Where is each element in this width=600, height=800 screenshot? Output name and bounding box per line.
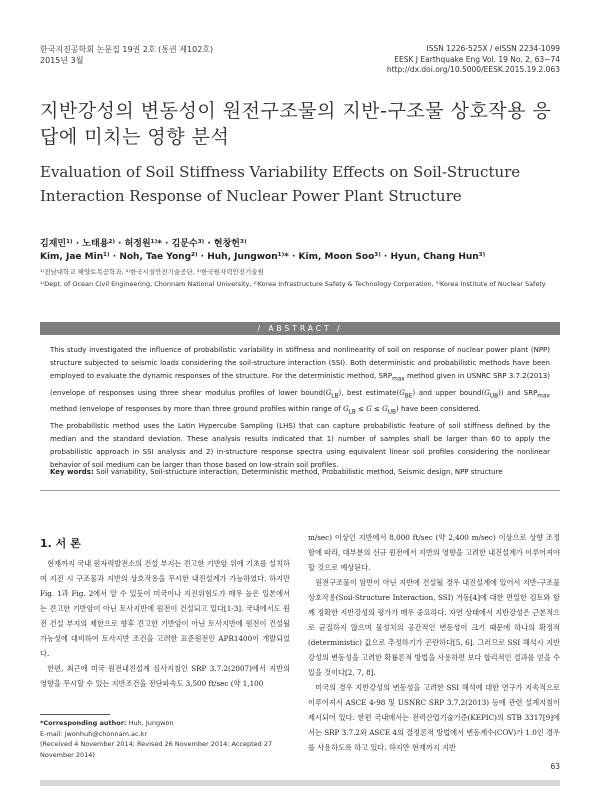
title-korean: 지반강성의 변동성이 원전구조물의 지반-구조물 상호작용 응답에 미치는 영향 분석 — [40, 100, 552, 148]
body-column-left — [40, 556, 290, 691]
section-divider — [40, 490, 560, 491]
affiliations-english: ¹⁾Dept. of Ocean Civil Engineering, Chonnam National University, ²⁾Korea Infrastructure Safety & Technology Corporation, ³⁾Korea Institute of Nuclear Safety — [40, 280, 546, 288]
keywords — [50, 468, 550, 476]
abstract-paragraph-1: This study investigated the influence of probabilistic variability in stiffness and nonlinearity of soil on response of nuclear power plant (NPP) structure subjected to seismic loads considering the soil-structure interaction (SSI). Both deterministic and probabilistic methods have been employed to evaluate the dynamic responses of the structure. For the deterministic method, $SRP_{max}$ method given in USNRC SRP 3.7.2(2013) (envelope of responses using three shear modulus profiles of lower $bound(G_{LB})$, best $estimate(G_{BE})$ and upper $bound(G_{UB})$) and $SRP_{max}$ method (envelope of responses by more than three ground profiles within range of $G_{LB} \le G \le G_{UB}$) have been considered. — [50, 346, 550, 416]
journal-header-right — [387, 44, 560, 76]
section-heading-introduction: 1. 서 론 — [40, 537, 81, 550]
journal-name-en: EESK J Earthquake Eng Vol. 19 No. 2, 63~74 — [394, 54, 560, 64]
corresponding-author: *Corresponding author: Huh, Jungwon — [40, 719, 174, 727]
journal-header-left — [40, 44, 213, 66]
page-number: 63 — [550, 762, 560, 771]
abstract-body — [50, 344, 550, 472]
abstract-label: / ABSTRACT / — [257, 324, 343, 333]
authors-korean: 김재민¹⁾ · 노태용²⁾ · 허정원¹⁾* · 김문수³⁾ · 현창헌³⁾ — [40, 239, 247, 249]
doi-link[interactable]: http://dx.doi.org/10.5000/EESK.2015.19.2.063 — [386, 65, 560, 74]
paragraph: 한편, 최근에 미국 원전내진설계 심사지침인 SRP 3.7.2(2007)에서 지반의 영향을 무시할 수 있는 지반조건을 전단파속도 3,500 ft/sec (약 1,100 — [40, 664, 290, 688]
paragraph: 미국의 경우 지반강성의 변동성을 고려한 SSI 해석에 대한 연구가 지속적으로 이루어져서 ASCE 4-98 및 USNRC SRP 3.7.2(2013) 등에 관련 설계지침이 제시되어 있다. 한편 국내에서는 전력산업기술기준(KEPIC)의 STB 3317[9]에서는 SRP 3.7.2와 ASCE 4의 결정론적 방법에서 변동계수(COV)가 1.0인 경우를 사용하도록 하고 있다. 하지만 현재까지 지반 — [308, 683, 560, 752]
paragraph: m/sec) 이상인 지반에서 8,000 ft/sec (약 2,400 m/sec) 이상으로 상향 조정함에 따라, 대부분의 신규 원전에서 지반의 영향을 고려한 내진설계가 이루어져야 할 것으로 예상된다. — [308, 533, 560, 572]
body-column-right — [308, 530, 560, 755]
abstract-banner — [40, 322, 560, 335]
received-dates: (Received 4 November 2014; Revised 26 November 2014; Accepted 27 November 2014) — [40, 740, 273, 759]
authors-english: Kim, Jae Min¹⁾ · Noh, Tae Yong²⁾ · Huh, Jungwon¹⁾* · Kim, Moon Soo³⁾ · Hyun, Chang Hun³⁾ — [40, 252, 486, 262]
keywords-text: Soil variability, Soil-structure interaction, Deterministic method, Probabilistic method, Seismic design, NPP structure — [96, 468, 503, 476]
journal-name-kr: 한국지진공학회 논문집 19권 2호 (통권 제102호) — [40, 45, 214, 54]
abstract-paragraph-2: The probabilistic method uses the Latin Hypercube Sampling (LHS) that can capture probabilistic feature of soil stiffness defined by the median and the standard deviation. These analysis results indicated that 1) number of samples shall be larger than 60 to apply the probabilistic approach in SSI analysis and 2) in-structure response spectra using equivalent linear soil profiles considering the nonlinear behavior of soil medium can be larger than those based on low-strain soil profiles. — [50, 421, 550, 469]
author-email[interactable]: E-mail: jwonhuh@chonnam.ac.kr — [40, 729, 148, 738]
keywords-label: Key words: — [50, 468, 94, 476]
paragraph: 현재까지 국내 원자력발전소의 건설 부지는 견고한 기반암 위에 기초를 설치하여 지진 시 구조물과 지반의 상호작용을 무시한 내진설계가 가능하였다. 하지만 Fig. 1과 Fig. 2에서 알 수 있듯이 미국이나 지진위험도가 매우 높은 일본에서는 견고한 기반암이 아닌 토사지반에 원전이 건설되고 있다[1-3]. 국내에서도 원전 건설 부지의 제한으로 향후 견고한 기반암이 아닌 토사지반에 원전이 건설될 가능성에 대비하여 토사지반 조건을 고려한 표준원전인 APR1400이 개발되었다. — [40, 559, 290, 658]
issn: ISSN 1226-525X / eISSN 2234-1099 — [426, 44, 560, 53]
affiliations-korean: ¹⁾전남대학교 해양토목공학과, ²⁾한국시설안전기술공단, ³⁾한국원자력안전기술원 — [40, 268, 264, 276]
issue-date: 2015년 3월 — [40, 56, 84, 65]
title-english: Evaluation of Soil Stiffness Variability Effects on Soil-Structure Interaction Response of Nuclear Power Plant Structure — [40, 163, 521, 205]
footer-bar — [40, 780, 560, 786]
paragraph: 원전구조물이 암반이 아닌 지반에 건설될 경우 내진설계에 있어서 지반-구조물 상호작용(Soil-Structure Interaction, SSI) 거동[4]에 대한 면밀한 검토와 함께 정확한 지반강성의 평가가 매우 중요하다. 자연 상태에서 지반강성은 근본적으로 균질하지 않으며 물성치의 공간적인 변동성이 크기 때문에 하나의 확정적(deterministic) 값으로 추정하기가 곤란하다[5, 6]. 그러므로 SSI 해석시 지반강성의 변동성을 고려한 확률론적 방법을 사용하면 보다 합리적인 결과를 얻을 수 있을 것이다[2, 7, 8]. — [308, 578, 560, 677]
footnote-rule — [40, 714, 110, 715]
footnote — [40, 718, 290, 760]
